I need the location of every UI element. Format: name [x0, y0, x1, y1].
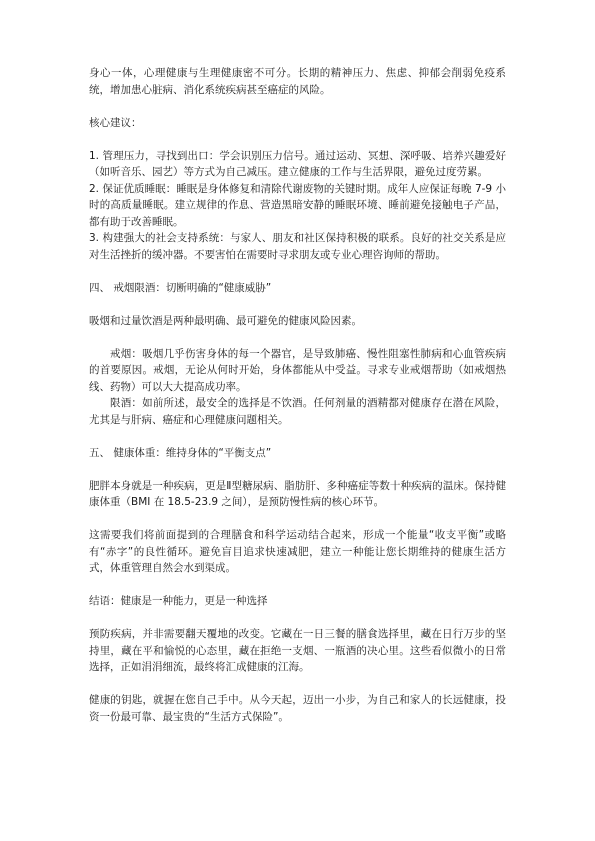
advice-item-social: 3. 构建强大的社会支持系统：与家人、朋友和社区保持积极的联系。良好的社交关系是应对生活挫折的缓冲器。不要害怕在需要时寻求朋友或专业心理咨询师的帮助。 — [89, 232, 506, 261]
advice-item-stress: 1. 管理压力，寻找到出口：学会识别压力信号。通过运动、冥想、深呼吸、培养兴趣爱好（如听音乐、园艺）等方式为自己减压。建立健康的工作与生活界限，避免过度劳累。 — [89, 149, 506, 178]
conclusion-paragraph-1: 预防疾病，并非需要翻天覆地的改变。它藏在一日三餐的膳食选择里，藏在日行万步的坚持里，藏在平和愉悦的心态里，藏在拒绝一支烟、一瓶酒的决心里。这些看似微小的日常选择，正如涓涓细流，最终将汇成健康的江海。 — [89, 628, 506, 673]
intro-paragraph: 身心一体，心理健康与生理健康密不可分。长期的精神压力、焦虑、抑郁会削弱免疫系统，增加患心脏病、消化系统疾病甚至癌症的风险。 — [89, 67, 506, 96]
quit-smoking-paragraph: 戒烟：吸烟几乎伤害身体的每一个器官，是导致肺癌、慢性阻塞性肺病和心血管疾病的首要原因。戒烟，无论从何时开始，身体都能从中受益。寻求专业戒烟帮助（如戒烟热线、药物）可以大大提高成功率。 — [89, 347, 506, 393]
conclusion-paragraph-2: 健康的钥匙，就握在您自己手中。从今天起，迈出一小步，为自己和家人的长远健康，投资一份最可靠、最宝贵的“生活方式保险”。 — [89, 694, 506, 723]
spacer — [89, 329, 506, 346]
section-5-heading: 五、 健康体重：维持身体的“平衡支点” — [89, 446, 272, 459]
spacer — [89, 511, 506, 528]
spacer — [89, 98, 506, 115]
spacer — [89, 131, 506, 148]
spacer — [89, 610, 506, 627]
spacer — [89, 296, 506, 313]
limit-alcohol-paragraph: 限酒：如前所述，最安全的选择是不饮酒。任何剂量的酒精都对健康存在潜在风险，尤其是与肝病、癌症和心理健康问题相关。 — [89, 397, 506, 426]
section-5-paragraph-1: 肥胖本身就是一种疾病，更是Ⅱ型糖尿病、脂肪肝、多种癌症等数十种疾病的温床。保持健康体重（BMI 在 18.5-23.9 之间），是预防慢性病的核心环节。 — [89, 479, 506, 508]
section-4-heading: 四、 戒烟限酒：切断明确的“健康威胁” — [89, 281, 272, 294]
spacer — [89, 577, 506, 594]
section-4-intro: 吸烟和过量饮酒是两种最明确、最可避免的健康风险因素。 — [89, 314, 362, 327]
spacer — [89, 428, 506, 445]
core-advice-title: 核心建议： — [89, 116, 142, 129]
spacer — [89, 263, 506, 280]
advice-item-sleep: 2. 保证优质睡眠：睡眠是身体修复和清除代谢废物的关键时期。成年人应保证每晚 7-9 小时的高质量睡眠。建立规律的作息、营造黑暗安静的睡眠环境、睡前避免接触电子产品，都有助于改善睡眠。 — [89, 182, 506, 228]
spacer — [89, 676, 506, 693]
spacer — [89, 461, 506, 478]
conclusion-heading: 结语：健康是一种能力，更是一种选择 — [89, 595, 268, 607]
section-5-paragraph-2: 这需要我们将前面提到的合理膳食和科学运动结合起来，形成一个能量“收支平衡”或略有“赤字”的良性循环。避免盲目追求快速减肥，建立一种能让您长期维持的健康生活方式，体重管理自然会水到渠成。 — [89, 529, 506, 574]
